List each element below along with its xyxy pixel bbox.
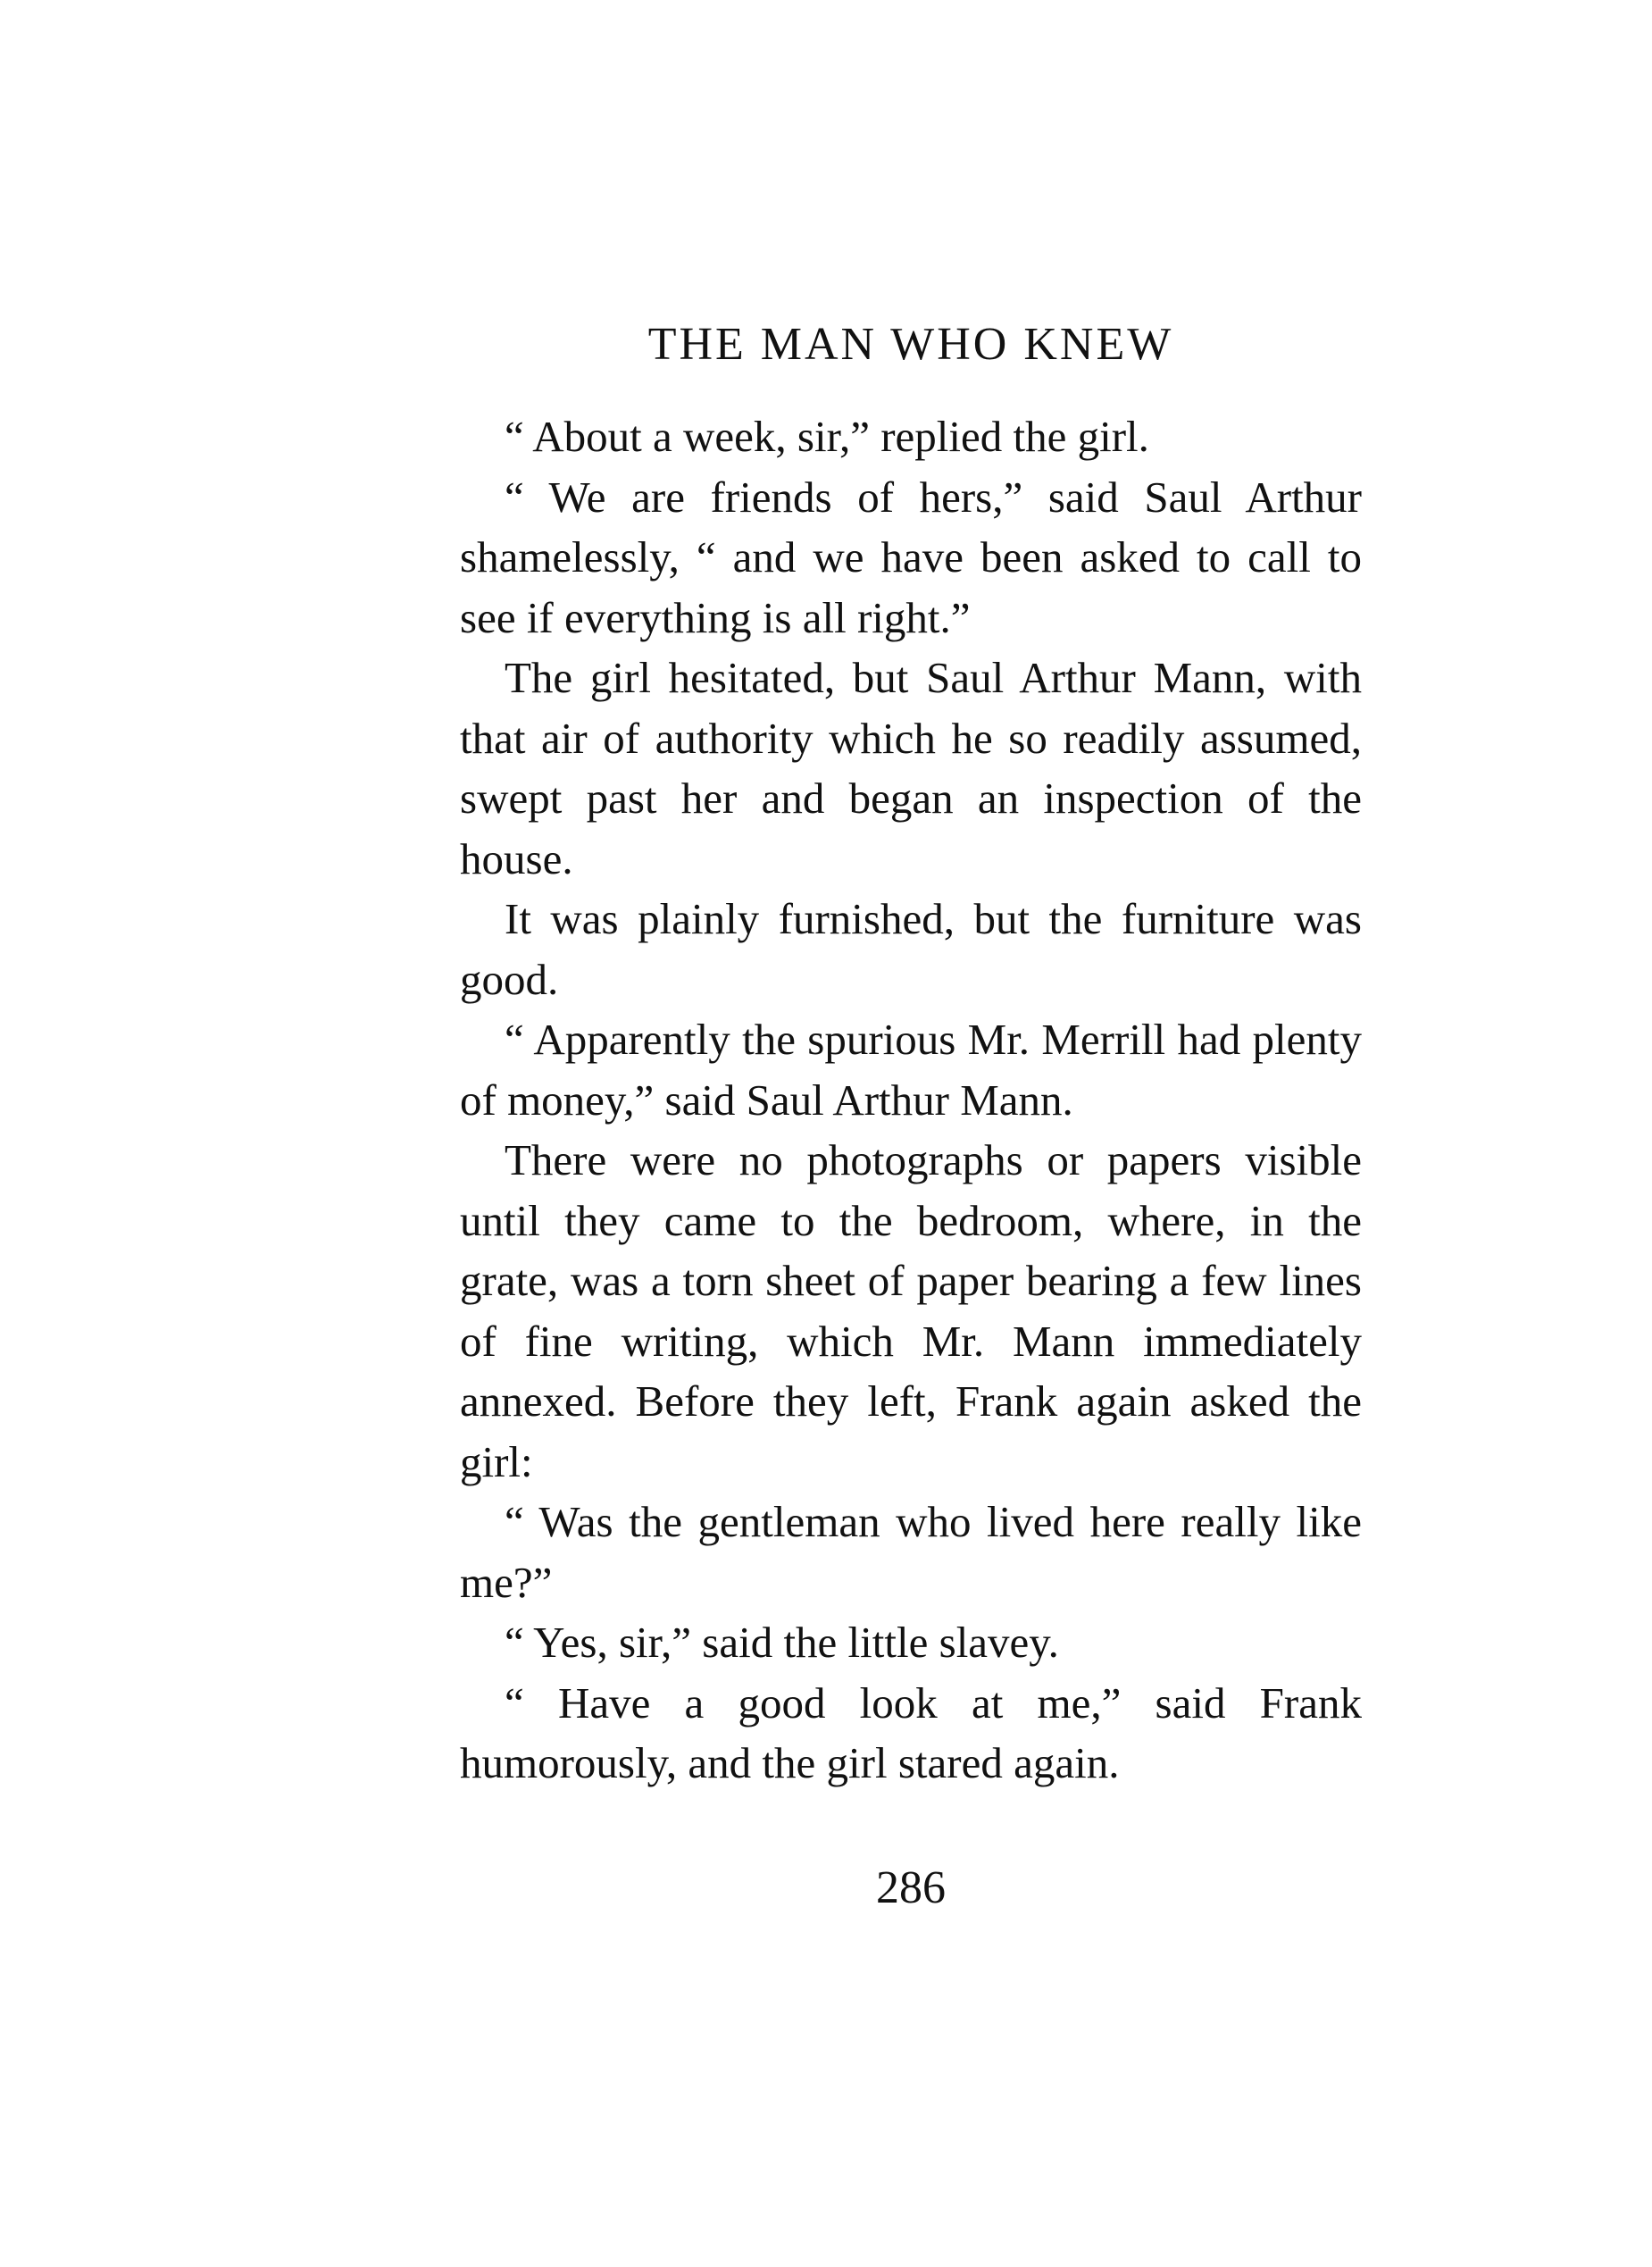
- page-number: 286: [876, 1862, 946, 1913]
- paragraph: There were no photographs or papers visible until they came to the bedroom, where, in the grate, was a torn sheet of paper bearing a few lines of fine writing, which Mr. Mann immediately annexed. Before they left, Frank again asked the girl:: [460, 1135, 1362, 1486]
- body-text: [460, 406, 1362, 1794]
- paragraph: “ About a week, sir,” replied the girl.: [505, 412, 1149, 461]
- paragraph: The girl hesitated, but Saul Arthur Mann, with that air of authority which he so readily assumed, swept past her and began an inspection of the house.: [460, 653, 1362, 883]
- paragraph: “ Apparently the spurious Mr. Merrill had plenty of money,” said Saul Arthur Mann.: [460, 1015, 1362, 1125]
- paragraph: “ Was the gentleman who lived here really like me?”: [460, 1497, 1362, 1607]
- paragraph: It was plainly furnished, but the furniture was good.: [460, 894, 1362, 1004]
- paragraph: “ Have a good look at me,” said Frank humorously, and the girl stared again.: [460, 1677, 1362, 1787]
- running-head: THE MAN WHO KNEW: [647, 319, 1174, 370]
- paragraph: “ We are friends of hers,” said Saul Arthur shamelessly, “ and we have been asked to call to see if everything is all right.”: [460, 472, 1362, 642]
- paragraph: “ Yes, sir,” said the little slavey.: [505, 1618, 1059, 1667]
